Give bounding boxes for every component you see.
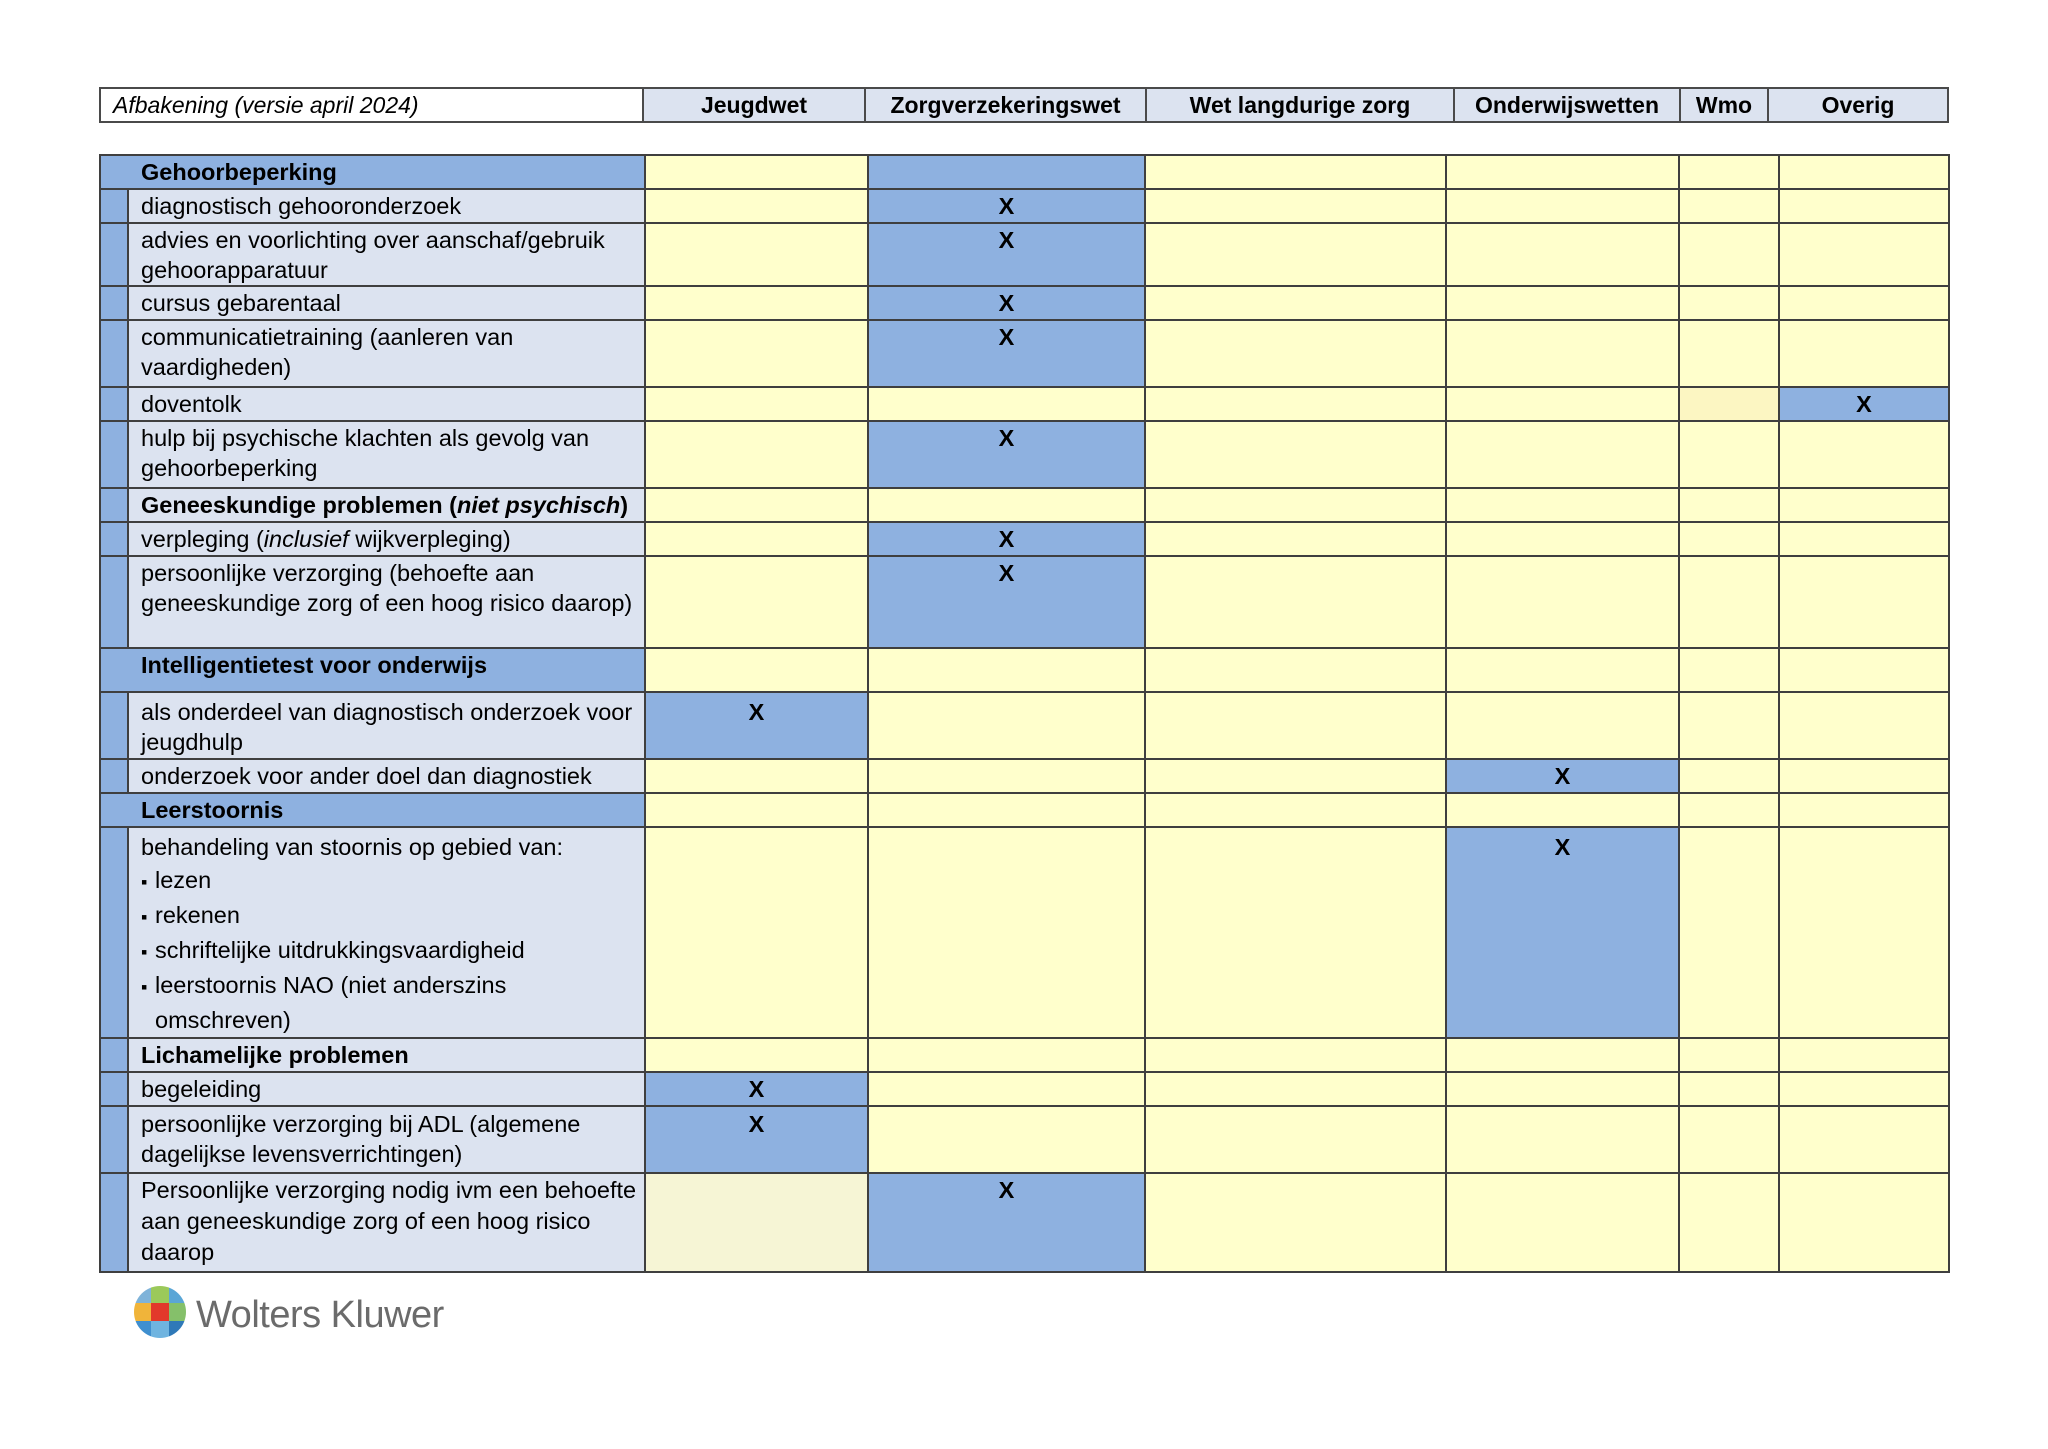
cell bbox=[868, 488, 1145, 522]
cell bbox=[868, 1038, 1145, 1072]
table-title: Afbakening (versie april 2024) bbox=[100, 88, 643, 122]
section-title-geneeskundige-problemen bbox=[128, 488, 645, 522]
table-row bbox=[100, 387, 1949, 421]
row-gutter bbox=[100, 320, 128, 387]
cell bbox=[1446, 223, 1679, 286]
cell bbox=[1446, 189, 1679, 223]
cell bbox=[1779, 320, 1949, 387]
cell bbox=[1779, 522, 1949, 556]
row-label-part: wijkverpleging) bbox=[348, 526, 511, 552]
cell bbox=[1446, 522, 1679, 556]
row-label: begeleiding bbox=[128, 1072, 645, 1106]
cell bbox=[1679, 827, 1779, 1038]
table-row bbox=[100, 556, 1949, 648]
cell bbox=[645, 648, 868, 692]
cell bbox=[1145, 189, 1446, 223]
check-mark: X bbox=[1446, 827, 1679, 1038]
cell bbox=[1779, 155, 1949, 189]
cell bbox=[1679, 1072, 1779, 1106]
cell bbox=[1679, 759, 1779, 793]
cell bbox=[645, 793, 868, 827]
afbakening-matrix bbox=[99, 154, 1950, 1273]
cell bbox=[645, 320, 868, 387]
cell bbox=[1779, 1072, 1949, 1106]
check-mark: X bbox=[868, 223, 1145, 286]
cell bbox=[645, 488, 868, 522]
section-title-emphasis: niet psychisch bbox=[457, 492, 621, 518]
row-gutter bbox=[100, 1173, 128, 1272]
table-row bbox=[100, 286, 1949, 320]
cell bbox=[1679, 1038, 1779, 1072]
cell bbox=[1446, 556, 1679, 648]
row-label: persoonlijke verzorging (behoefte aan geneeskundige zorg of een hoog risico daarop) bbox=[128, 556, 645, 648]
cell bbox=[1145, 488, 1446, 522]
cell bbox=[1779, 1038, 1949, 1072]
column-header-zorgverzekeringswet: Zorgverzekeringswet bbox=[865, 88, 1146, 122]
row-gutter bbox=[100, 556, 128, 648]
cell bbox=[1679, 522, 1779, 556]
row-gutter bbox=[100, 827, 128, 1038]
cell bbox=[1145, 522, 1446, 556]
cell bbox=[645, 223, 868, 286]
bullet-continuation: omschreven) bbox=[155, 1007, 291, 1033]
check-mark: X bbox=[868, 556, 1145, 648]
cell bbox=[868, 827, 1145, 1038]
section-title-intelligentietest: Intelligentietest voor onderwijs bbox=[100, 648, 645, 692]
cell bbox=[1145, 1072, 1446, 1106]
table-row bbox=[100, 1106, 1949, 1173]
cell bbox=[1779, 286, 1949, 320]
row-label-part: verpleging ( bbox=[141, 526, 264, 552]
cell bbox=[1679, 692, 1779, 759]
cell bbox=[1145, 155, 1446, 189]
bullet-item: ▪ lezen bbox=[141, 864, 638, 899]
wolters-kluwer-logo bbox=[133, 1285, 513, 1345]
row-label: als onderdeel van diagnostisch onderzoek voor jeugdhulp bbox=[128, 692, 645, 759]
row-gutter bbox=[100, 1038, 128, 1072]
cell bbox=[1145, 223, 1446, 286]
table-row bbox=[100, 827, 1949, 1038]
check-mark: X bbox=[868, 189, 1145, 223]
cell bbox=[645, 155, 868, 189]
cell bbox=[868, 793, 1145, 827]
cell bbox=[645, 556, 868, 648]
table-row bbox=[100, 223, 1949, 286]
cell bbox=[868, 387, 1145, 421]
cell bbox=[1446, 421, 1679, 488]
check-mark: X bbox=[868, 1173, 1145, 1272]
table-row bbox=[100, 522, 1949, 556]
bullet-item: ▪ rekenen bbox=[141, 899, 638, 934]
row-gutter bbox=[100, 387, 128, 421]
row-label-intro: behandeling van stoornis op gebied van: bbox=[141, 834, 564, 860]
cell bbox=[868, 759, 1145, 793]
row-gutter bbox=[100, 1106, 128, 1173]
row-label: communicatietraining (aanleren van vaardigheden) bbox=[128, 320, 645, 387]
cell bbox=[645, 286, 868, 320]
cell bbox=[1446, 793, 1679, 827]
column-header-wmo: Wmo bbox=[1680, 88, 1768, 122]
cell bbox=[1779, 759, 1949, 793]
row-label-emphasis: inclusief bbox=[263, 526, 349, 552]
row-label: advies en voorlichting over aanschaf/gebruik gehoorapparatuur bbox=[128, 223, 645, 286]
cell bbox=[1145, 320, 1446, 387]
cell bbox=[1679, 421, 1779, 488]
cell bbox=[1779, 1106, 1949, 1173]
check-mark: X bbox=[868, 522, 1145, 556]
cell bbox=[1446, 320, 1679, 387]
cell bbox=[1446, 692, 1679, 759]
section-row bbox=[100, 648, 1949, 692]
row-label: cursus gebarentaal bbox=[128, 286, 645, 320]
row-gutter bbox=[100, 759, 128, 793]
logo-wordmark: Wolters Kluwer bbox=[196, 1294, 444, 1336]
cell bbox=[645, 421, 868, 488]
cell bbox=[1679, 155, 1779, 189]
cell bbox=[1145, 556, 1446, 648]
check-mark: X bbox=[868, 421, 1145, 488]
section-title-gehoorbeperking: Gehoorbeperking bbox=[100, 155, 645, 189]
section-title-lichamelijke-problemen: Lichamelijke problemen bbox=[128, 1038, 645, 1072]
cell bbox=[1446, 387, 1679, 421]
cell bbox=[1679, 648, 1779, 692]
table-row bbox=[100, 189, 1949, 223]
cell bbox=[1446, 1072, 1679, 1106]
cell bbox=[645, 1038, 868, 1072]
cell bbox=[645, 189, 868, 223]
cell bbox=[1145, 421, 1446, 488]
row-label: doventolk bbox=[128, 387, 645, 421]
row-gutter bbox=[100, 421, 128, 488]
cell bbox=[1446, 155, 1679, 189]
cell bbox=[1679, 189, 1779, 223]
section-title-part: ) bbox=[620, 492, 629, 518]
column-header-overig: Overig bbox=[1768, 88, 1948, 122]
cell bbox=[645, 759, 868, 793]
row-label: onderzoek voor ander doel dan diagnostiek bbox=[128, 759, 645, 793]
cell bbox=[1679, 793, 1779, 827]
cell bbox=[1446, 1038, 1679, 1072]
cell bbox=[1779, 648, 1949, 692]
cell bbox=[1145, 793, 1446, 827]
check-mark: X bbox=[645, 692, 868, 759]
table-row bbox=[100, 421, 1949, 488]
row-label: hulp bij psychische klachten als gevolg van gehoorbeperking bbox=[128, 421, 645, 488]
cell bbox=[1145, 286, 1446, 320]
row-gutter bbox=[100, 1072, 128, 1106]
check-mark: X bbox=[868, 286, 1145, 320]
cell bbox=[1679, 488, 1779, 522]
cell bbox=[1779, 556, 1949, 648]
column-header-jeugdwet: Jeugdwet bbox=[643, 88, 865, 122]
row-label: persoonlijke verzorging bij ADL (algemene dagelijkse levensverrichtingen) bbox=[128, 1106, 645, 1173]
bullet-item: ▪ schriftelijke uitdrukkingsvaardigheid bbox=[141, 934, 638, 969]
cell bbox=[1679, 387, 1779, 421]
cell bbox=[1446, 648, 1679, 692]
table-row bbox=[100, 1173, 1949, 1272]
cell bbox=[868, 648, 1145, 692]
cell bbox=[645, 522, 868, 556]
cell bbox=[1779, 223, 1949, 286]
header-table bbox=[99, 87, 1949, 123]
section-row bbox=[100, 488, 1949, 522]
check-mark: X bbox=[868, 320, 1145, 387]
cell bbox=[1679, 556, 1779, 648]
cell bbox=[645, 827, 868, 1038]
check-mark: X bbox=[1446, 759, 1679, 793]
table-row bbox=[100, 692, 1949, 759]
cell bbox=[1679, 1173, 1779, 1272]
row-label: Persoonlijke verzorging nodig ivm een behoefte aan geneeskundige zorg of een hoog risico daarop bbox=[128, 1173, 645, 1272]
cell bbox=[1145, 1173, 1446, 1272]
cell bbox=[1446, 1106, 1679, 1173]
row-gutter bbox=[100, 189, 128, 223]
section-title-part: Geneeskundige problemen ( bbox=[141, 492, 458, 518]
cell bbox=[868, 692, 1145, 759]
table-row bbox=[100, 320, 1949, 387]
table-row bbox=[100, 759, 1949, 793]
row-gutter bbox=[100, 488, 128, 522]
cell bbox=[1779, 1173, 1949, 1272]
section-row bbox=[100, 155, 1949, 189]
cell bbox=[1679, 1106, 1779, 1173]
row-label bbox=[128, 827, 645, 1038]
table-row bbox=[100, 1072, 1949, 1106]
column-header-onderwijswetten: Onderwijswetten bbox=[1454, 88, 1680, 122]
check-mark: X bbox=[645, 1072, 868, 1106]
cell bbox=[868, 155, 1145, 189]
header-row bbox=[100, 88, 1948, 122]
cell bbox=[1145, 827, 1446, 1038]
cell bbox=[1145, 1038, 1446, 1072]
cell bbox=[1446, 1173, 1679, 1272]
row-gutter bbox=[100, 223, 128, 286]
cell bbox=[1779, 793, 1949, 827]
cell bbox=[1679, 286, 1779, 320]
section-row bbox=[100, 1038, 1949, 1072]
cell bbox=[1145, 648, 1446, 692]
cell bbox=[1779, 189, 1949, 223]
cell bbox=[1446, 286, 1679, 320]
cell bbox=[1145, 692, 1446, 759]
cell bbox=[1679, 223, 1779, 286]
cell bbox=[868, 1072, 1145, 1106]
cell bbox=[1145, 759, 1446, 793]
cell bbox=[1779, 421, 1949, 488]
cell bbox=[1779, 488, 1949, 522]
cell bbox=[1779, 692, 1949, 759]
cell bbox=[645, 1173, 868, 1272]
cell bbox=[645, 387, 868, 421]
row-gutter bbox=[100, 522, 128, 556]
bullet-item: ▪ leerstoornis NAO (niet anderszins bbox=[141, 969, 638, 1004]
section-title-leerstoornis: Leerstoornis bbox=[100, 793, 645, 827]
cell bbox=[1779, 827, 1949, 1038]
wolters-kluwer-mosaic-logo-icon bbox=[133, 1285, 187, 1339]
row-gutter bbox=[100, 286, 128, 320]
row-gutter bbox=[100, 692, 128, 759]
check-mark: X bbox=[645, 1106, 868, 1173]
row-label: diagnostisch gehooronderzoek bbox=[128, 189, 645, 223]
cell bbox=[1145, 387, 1446, 421]
row-label bbox=[128, 522, 645, 556]
cell bbox=[1145, 1106, 1446, 1173]
section-row bbox=[100, 793, 1949, 827]
column-header-wet-langdurige-zorg: Wet langdurige zorg bbox=[1146, 88, 1454, 122]
cell bbox=[868, 1106, 1145, 1173]
cell bbox=[1679, 320, 1779, 387]
cell bbox=[1446, 488, 1679, 522]
check-mark: X bbox=[1779, 387, 1949, 421]
